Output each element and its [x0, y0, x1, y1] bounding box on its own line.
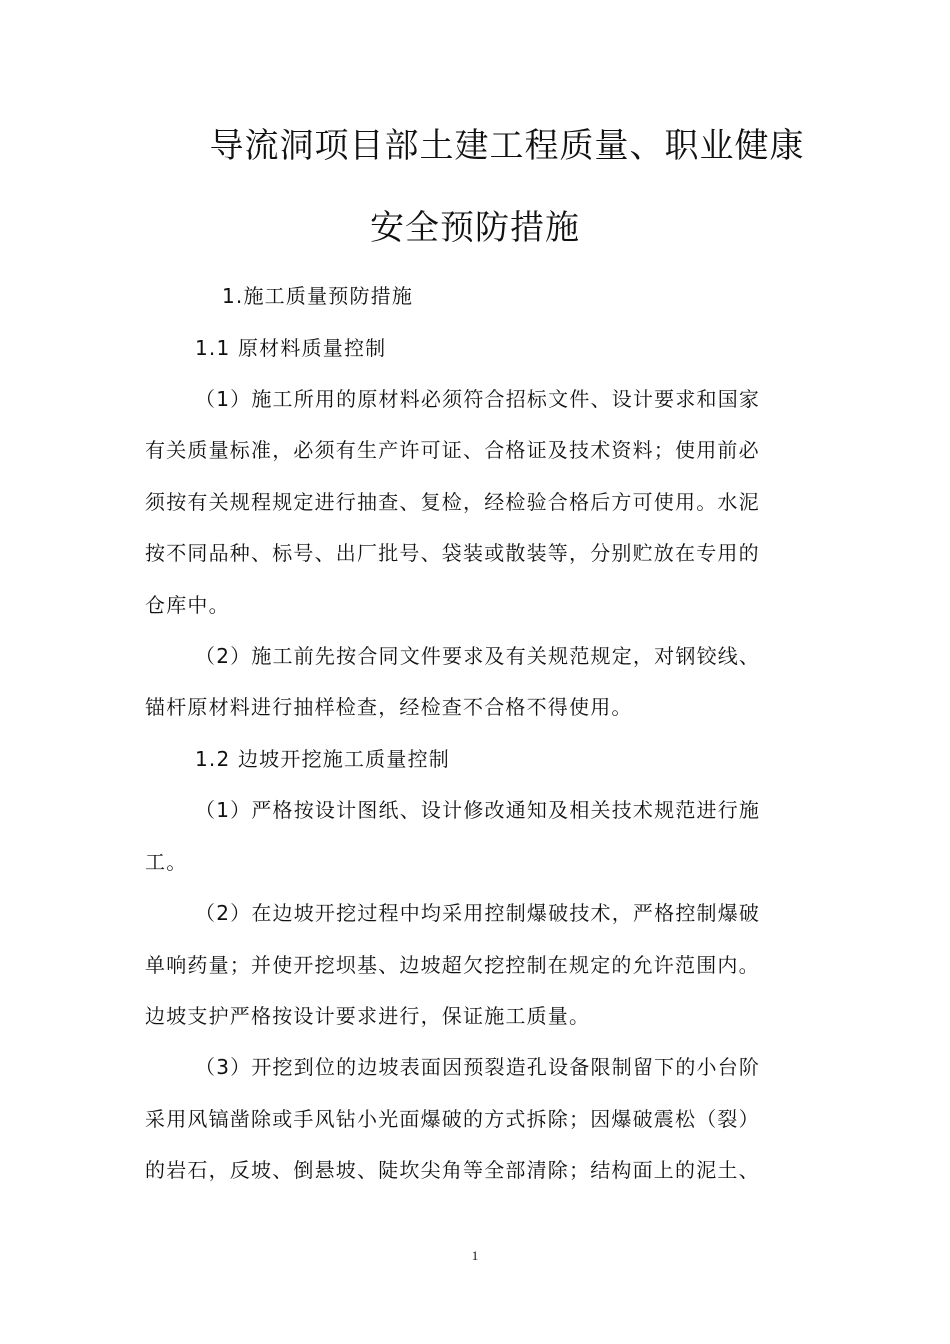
paragraph-line: （1）严格按设计图纸、设计修改通知及相关技术规范进行施	[195, 798, 761, 822]
paragraph-line: （2）在边坡开挖过程中均采用控制爆破技术，严格控制爆破	[195, 901, 761, 925]
paragraph-line: 须按有关规程规定进行抽查、复检，经检验合格后方可使用。水泥	[145, 490, 760, 514]
subsection-heading-1-2: 1.2 边坡开挖施工质量控制	[195, 747, 450, 771]
paragraph-line: 工。	[145, 850, 188, 874]
subsection-heading-1-1: 1.1 原材料质量控制	[195, 336, 387, 360]
paragraph-line: 锚杆原材料进行抽样检查，经检查不合格不得使用。	[145, 695, 633, 719]
paragraph-line: 的岩石，反坡、倒悬坡、陡坎尖角等全部清除；结构面上的泥土、	[145, 1158, 760, 1182]
document-title-line-1: 导流洞项目部土建工程质量、职业健康	[209, 126, 805, 166]
page-number: 1	[471, 1248, 479, 1263]
paragraph-line: 采用风镐凿除或手风钻小光面爆破的方式拆除；因爆破震松（裂）	[145, 1107, 760, 1131]
section-heading-1: 1.施工质量预防措施	[222, 284, 414, 308]
paragraph-line: 边坡支护严格按设计要求进行，保证施工质量。	[145, 1004, 591, 1028]
paragraph-line: 按不同品种、标号、出厂批号、袋装或散装等，分别贮放在专用的	[145, 541, 760, 565]
paragraph-line: 仓库中。	[145, 593, 230, 617]
paragraph-line: （3）开挖到位的边坡表面因预裂造孔设备限制留下的小台阶	[195, 1055, 761, 1079]
paragraph-line: 有关质量标准，必须有生产许可证、合格证及技术资料；使用前必	[145, 438, 760, 462]
paragraph-line: （1）施工所用的原材料必须符合招标文件、设计要求和国家	[195, 387, 761, 411]
document-title-line-2: 安全预防措施	[370, 208, 580, 248]
paragraph-line: 单响药量；并使开挖坝基、边坡超欠挖控制在规定的允许范围内。	[145, 953, 760, 977]
paragraph-line: （2）施工前先按合同文件要求及有关规范规定，对钢铰线、	[195, 644, 761, 668]
